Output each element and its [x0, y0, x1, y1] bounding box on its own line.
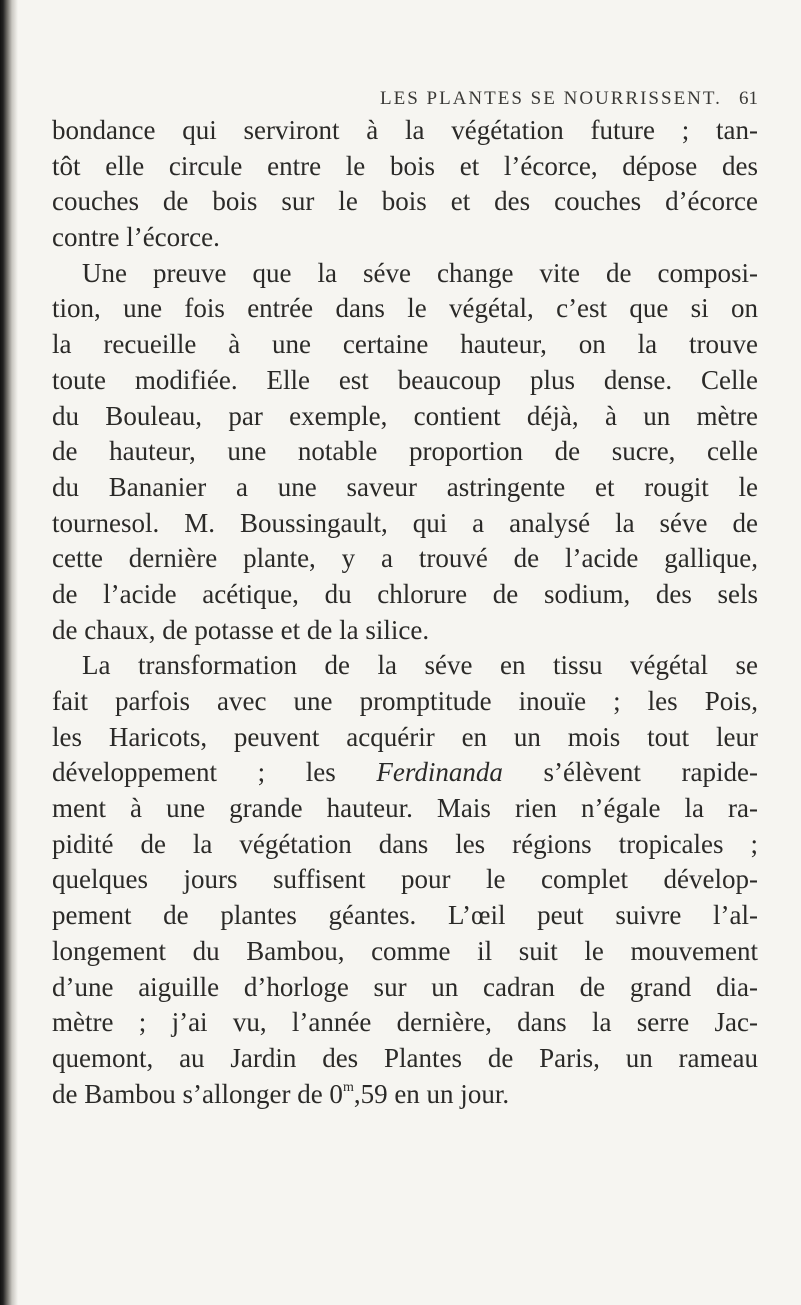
text-segment: développement ; les — [52, 757, 377, 788]
text-line: tion, une fois entrée dans le végétal, c’est que si on — [52, 293, 758, 324]
text-line: quelques jours suffisent pour le complet dévelop- — [52, 864, 758, 895]
text-line: couches de bois sur le bois et des couches d’écorce — [52, 186, 758, 217]
text-line: contre l’écorce. — [52, 222, 220, 253]
text-segment: ,59 en un jour. — [353, 1078, 510, 1109]
text-line: longement du Bambou, comme il suit le mouvement — [52, 935, 758, 966]
text-segment: de Bambou s’allonger de 0 — [52, 1078, 343, 1109]
text-line: tournesol. M. Boussingault, qui a analysé la séve de — [52, 507, 758, 538]
text-line: mètre ; j’ai vu, l’année dernière, dans la serre Jac- — [52, 1007, 758, 1038]
text-line: du Bouleau, par exemple, contient déjà, à un mètre — [52, 400, 758, 431]
text-line: toute modifiée. Elle est beaucoup plus dense. Celle — [52, 364, 758, 395]
text-segment: s’élèvent rapide- — [502, 757, 759, 788]
italic-term: Ferdinanda — [376, 757, 503, 788]
text-line: cette dernière plante, y a trouvé de l’acide gallique, — [52, 543, 758, 574]
page-number: 61 — [739, 88, 758, 109]
text-line: de hauteur, une notable proportion de sucre, celle — [52, 436, 758, 467]
text-line: pidité de la végétation dans les régions tropicales ; — [52, 828, 758, 859]
text-line: ment à une grande hauteur. Mais rien n’égale la ra- — [52, 793, 758, 824]
page-binding-edge — [0, 0, 18, 1305]
text-line: les Haricots, peuvent acquérir en un mois tout leur — [52, 721, 758, 752]
text-line: de chaux, de potasse et de la silice. — [52, 614, 430, 645]
text-line: de l’acide acétique, du chlorure de sodium, des sels — [52, 578, 758, 609]
text-line: Une preuve que la séve change vite de composi- — [82, 257, 758, 288]
text-line: fait parfois avec une promptitude inouïe ; les Pois, — [52, 686, 758, 716]
text-line: d’une aiguille d’horloge sur un cadran de grand dia- — [52, 971, 758, 1002]
text-line: pement de plantes géantes. L’œil peut suivre l’al- — [52, 900, 758, 931]
text-line — [52, 1077, 758, 1113]
text-line: tôt elle circule entre le bois et l’écorce, dépose des — [52, 150, 758, 181]
text-line: du Bananier a une saveur astringente et rougit le — [52, 471, 758, 502]
text-line — [52, 755, 758, 791]
running-header: LES PLANTES SE NOURRISSENT. — [380, 88, 722, 109]
body-text — [52, 113, 758, 1112]
text-line: bondance qui serviront à la végétation future ; tan- — [52, 115, 758, 145]
unit-superscript: m — [342, 1079, 354, 1095]
text-line: la recueille à une certaine hauteur, on la trouve — [52, 329, 758, 360]
text-line: quemont, au Jardin des Plantes de Paris, un rameau — [52, 1042, 758, 1073]
text-line: La transformation de la séve en tissu végétal se — [82, 650, 758, 681]
